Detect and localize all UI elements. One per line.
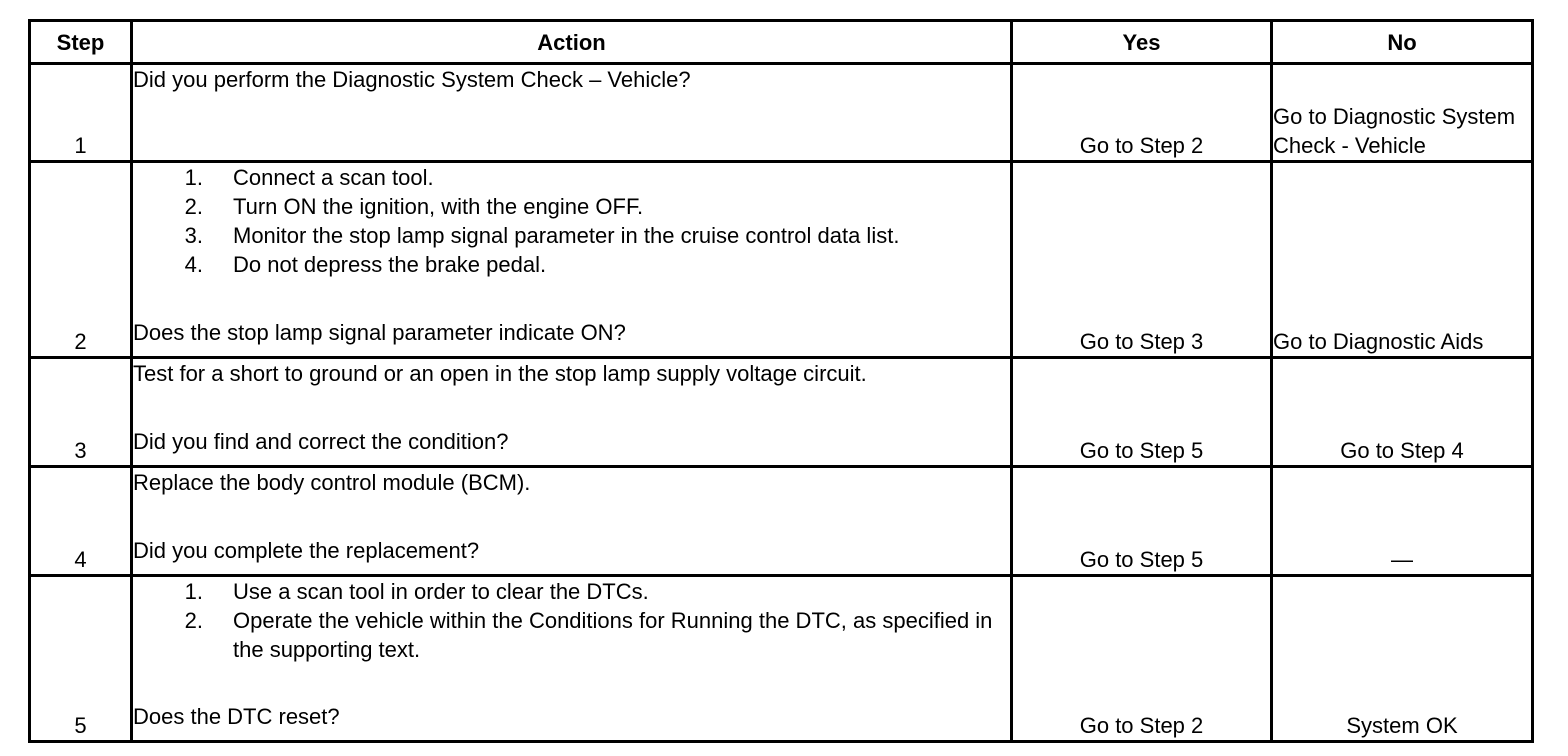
action-cell bbox=[132, 467, 1012, 576]
no-cell: — bbox=[1272, 467, 1533, 576]
action-text: Replace the body control module (BCM). bbox=[133, 470, 531, 495]
table-row bbox=[30, 64, 1533, 162]
no-cell: Go to Step 4 bbox=[1272, 358, 1533, 467]
list-item: 1. Connect a scan tool. bbox=[184, 165, 434, 190]
list-item: 3. Monitor the stop lamp signal parameter in the cruise control data list. bbox=[184, 223, 900, 248]
header-step: Step bbox=[30, 21, 132, 64]
list-item: 1. Use a scan tool in order to clear the DTCs. bbox=[184, 579, 649, 604]
no-cell: Go to Diagnostic System Check - Vehicle bbox=[1272, 64, 1533, 162]
yes-cell: Go to Step 5 bbox=[1012, 467, 1272, 576]
yes-cell: Go to Step 5 bbox=[1012, 358, 1272, 467]
yes-cell: Go to Step 2 bbox=[1012, 64, 1272, 162]
action-text: Test for a short to ground or an open in the stop lamp supply voltage circuit. bbox=[133, 361, 867, 386]
table-row bbox=[30, 576, 1533, 742]
procedure-list bbox=[133, 163, 1010, 279]
action-cell bbox=[132, 162, 1012, 358]
question-text: Does the DTC reset? bbox=[133, 704, 340, 729]
header-action: Action bbox=[132, 21, 1012, 64]
step-number: 2 bbox=[30, 162, 132, 358]
table-row bbox=[30, 358, 1533, 467]
step-number: 5 bbox=[30, 576, 132, 742]
header-no: No bbox=[1272, 21, 1533, 64]
table-header-row bbox=[30, 21, 1533, 64]
question-text: Did you complete the replacement? bbox=[133, 538, 480, 563]
table-row bbox=[30, 467, 1533, 576]
list-item: 2. Operate the vehicle within the Conditions for Running the DTC, as specified in the supporting text. bbox=[184, 608, 993, 662]
header-yes: Yes bbox=[1012, 21, 1272, 64]
procedure-list bbox=[133, 577, 1010, 664]
action-cell bbox=[132, 358, 1012, 467]
action-text: Did you perform the Diagnostic System Check – Vehicle? bbox=[133, 67, 691, 92]
step-number: 1 bbox=[30, 64, 132, 162]
no-cell: Go to Diagnostic Aids bbox=[1272, 162, 1533, 358]
list-item: 4. Do not depress the brake pedal. bbox=[184, 252, 547, 277]
yes-cell: Go to Step 2 bbox=[1012, 576, 1272, 742]
question-text: Does the stop lamp signal parameter indicate ON? bbox=[133, 320, 626, 345]
diagnostic-table bbox=[28, 19, 1534, 743]
step-number: 3 bbox=[30, 358, 132, 467]
no-cell: System OK bbox=[1272, 576, 1533, 742]
table-row bbox=[30, 162, 1533, 358]
step-number: 4 bbox=[30, 467, 132, 576]
action-cell bbox=[132, 64, 1012, 162]
action-cell bbox=[132, 576, 1012, 742]
list-item: 2. Turn ON the ignition, with the engine OFF. bbox=[184, 194, 644, 219]
yes-cell: Go to Step 3 bbox=[1012, 162, 1272, 358]
question-text: Did you find and correct the condition? bbox=[133, 429, 509, 454]
